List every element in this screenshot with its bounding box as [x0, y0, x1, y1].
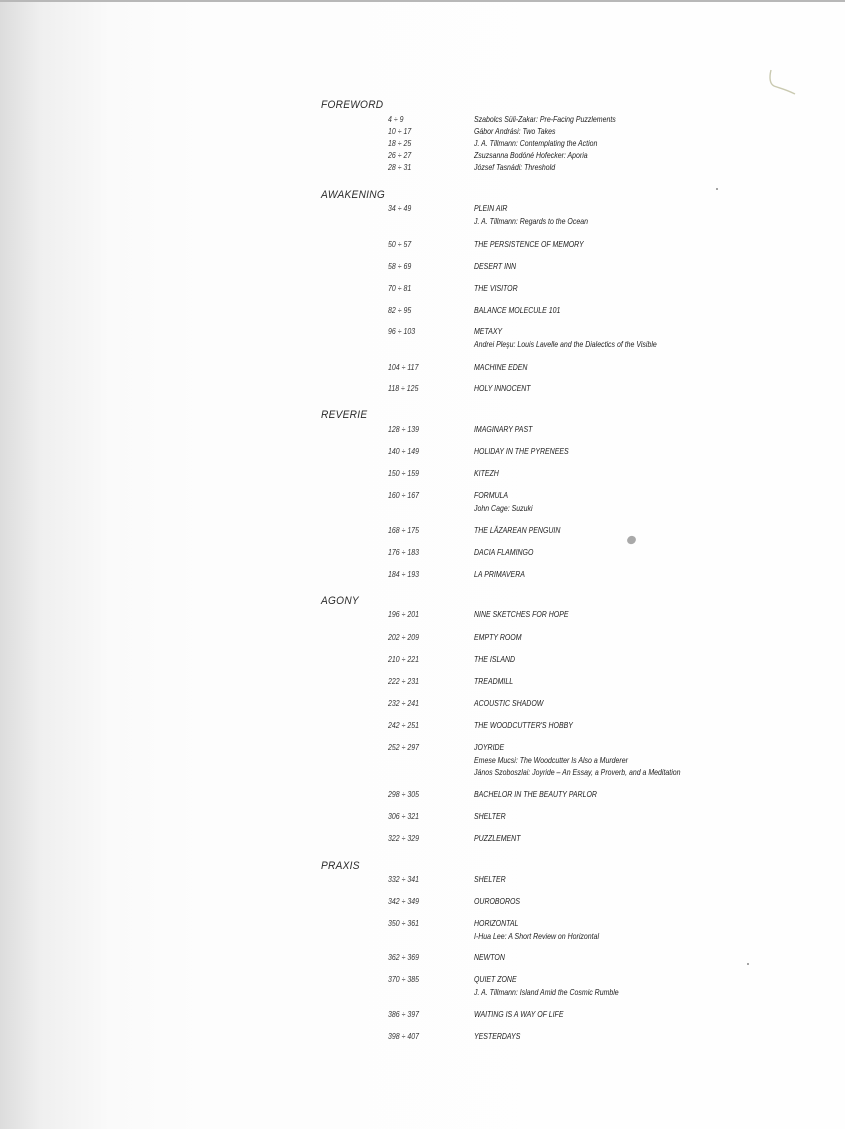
entry-title: NINE SKETCHES FOR HOPE	[474, 609, 569, 619]
entry-title: DESERT INN	[474, 261, 517, 271]
entry-subtitle: J. A. Tillmann: Regards to the Ocean	[474, 215, 588, 226]
entry-title: SHELTER	[474, 874, 506, 884]
entry-title: DACIA FLAMINGO	[474, 547, 534, 557]
entry-title: HORIZONTAL	[474, 918, 519, 928]
page-range: 322 ÷ 329	[388, 833, 419, 843]
entry-title: PLEIN AIR	[474, 203, 508, 213]
page-range: 370 ÷ 385	[388, 974, 419, 984]
page-range: 176 ÷ 183	[388, 547, 419, 557]
speck	[716, 188, 718, 190]
page-range: 202 ÷ 209	[388, 632, 419, 642]
entry-title: J. A. Tillmann: Contemplating the Action	[474, 138, 598, 148]
page-range: 386 ÷ 397	[388, 1009, 419, 1019]
section-heading: AWAKENING	[321, 189, 385, 201]
entry-title: NEWTON	[474, 952, 505, 962]
page-range: 82 ÷ 95	[388, 305, 412, 315]
entry-title: IMAGINARY PAST	[474, 424, 533, 434]
page-range: 58 ÷ 69	[388, 261, 412, 271]
entry-subtitle: János Szoboszlai: Joyride – An Essay, a Proverb, and a Meditation	[474, 767, 681, 777]
entry-title: JOYRIDE	[474, 742, 505, 752]
page-range: 342 ÷ 349	[388, 896, 419, 906]
entry-subtitle: Emese Mucsi: The Woodcutter Is Also a Murderer	[474, 754, 628, 765]
entry-subtitle: J. A. Tillmann: Island Amid the Cosmic Rumble	[474, 986, 619, 997]
page-range: 70 ÷ 81	[388, 283, 412, 293]
entry-title: Gábor Andrási: Two Takes	[474, 126, 556, 136]
page-range: 232 ÷ 241	[388, 698, 419, 708]
page-range: 26 ÷ 27	[388, 150, 412, 160]
section-heading: AGONY	[321, 595, 359, 607]
entry-title: MACHINE EDEN	[474, 362, 528, 372]
entry-title: PUZZLEMENT	[474, 833, 521, 843]
entry-subtitle: Andrei Pleşu: Louis Lavelle and the Dialectics of the Visible	[474, 338, 657, 349]
page-range: 4 ÷ 9	[388, 114, 404, 124]
entry-title: THE LĂZAREAN PENGUIN	[474, 525, 561, 535]
page-range: 150 ÷ 159	[388, 468, 419, 478]
page-range: 168 ÷ 175	[388, 525, 419, 535]
entry-title: TREADMILL	[474, 676, 514, 686]
entry-title: KITEZH	[474, 468, 499, 478]
page-range: 96 ÷ 103	[388, 326, 416, 336]
page-range: 184 ÷ 193	[388, 569, 419, 579]
entry-title: FORMULA	[474, 490, 509, 500]
entry-title: YESTERDAYS	[474, 1031, 521, 1041]
section-heading: PRAXIS	[321, 860, 360, 872]
entry-title: OUROBOROS	[474, 896, 521, 906]
page-range: 128 ÷ 139	[388, 424, 419, 434]
page-range: 28 ÷ 31	[388, 162, 412, 172]
entry-title: EMPTY ROOM	[474, 632, 522, 642]
page-range: 332 ÷ 341	[388, 874, 419, 884]
entry-title: METAXY	[474, 326, 503, 336]
page-range: 242 ÷ 251	[388, 720, 419, 730]
entry-title: ACOUSTIC SHADOW	[474, 698, 544, 708]
page-range: 18 ÷ 25	[388, 138, 412, 148]
section-heading: REVERIE	[321, 409, 368, 421]
page-range: 210 ÷ 221	[388, 654, 419, 664]
page-range: 50 ÷ 57	[388, 239, 412, 249]
entry-title: THE PERSISTENCE OF MEMORY	[474, 239, 584, 249]
page-range: 104 ÷ 117	[388, 362, 419, 372]
entry-title: THE WOODCUTTER'S HOBBY	[474, 720, 573, 730]
entry-subtitle: John Cage: Suzuki	[474, 502, 533, 513]
entry-title: Zsuzsanna Bodóné Hofecker: Aporia	[474, 150, 588, 160]
entry-title: József Tasnádi: Threshold	[474, 162, 556, 172]
entry-title: BALANCE MOLECULE 101	[474, 305, 561, 315]
entry-title: HOLY INNOCENT	[474, 383, 531, 393]
page-range: 118 ÷ 125	[388, 383, 419, 393]
page-range: 398 ÷ 407	[388, 1031, 419, 1041]
entry-title: WAITING IS A WAY OF LIFE	[474, 1009, 564, 1019]
page-range: 350 ÷ 361	[388, 918, 419, 928]
entry-title: QUIET ZONE	[474, 974, 517, 984]
page-range: 10 ÷ 17	[388, 126, 412, 136]
entry-subtitle: I-Hua Lee: A Short Review on Horizontal	[474, 930, 600, 941]
page-range: 298 ÷ 305	[388, 789, 419, 799]
page-range: 252 ÷ 297	[388, 742, 419, 752]
pencil-mark-icon	[765, 68, 801, 98]
entry-title: LA PRIMAVERA	[474, 569, 525, 579]
page-range: 34 ÷ 49	[388, 203, 412, 213]
section-heading: FOREWORD	[321, 99, 384, 111]
page-range: 222 ÷ 231	[388, 676, 419, 686]
speck	[747, 963, 749, 965]
entry-title: SHELTER	[474, 811, 506, 821]
page-range: 140 ÷ 149	[388, 446, 419, 456]
page-range: 362 ÷ 369	[388, 952, 419, 962]
page-range: 196 ÷ 201	[388, 609, 419, 619]
entry-title: Szabolcs Süli-Zakar: Pre-Facing Puzzlements	[474, 114, 616, 124]
page-range: 160 ÷ 167	[388, 490, 419, 500]
entry-title: THE VISITOR	[474, 283, 518, 293]
page-range: 306 ÷ 321	[388, 811, 419, 821]
entry-title: HOLIDAY IN THE PYRENEES	[474, 446, 569, 456]
entry-title: BACHELOR IN THE BEAUTY PARLOR	[474, 789, 597, 799]
entry-title: THE ISLAND	[474, 654, 516, 664]
